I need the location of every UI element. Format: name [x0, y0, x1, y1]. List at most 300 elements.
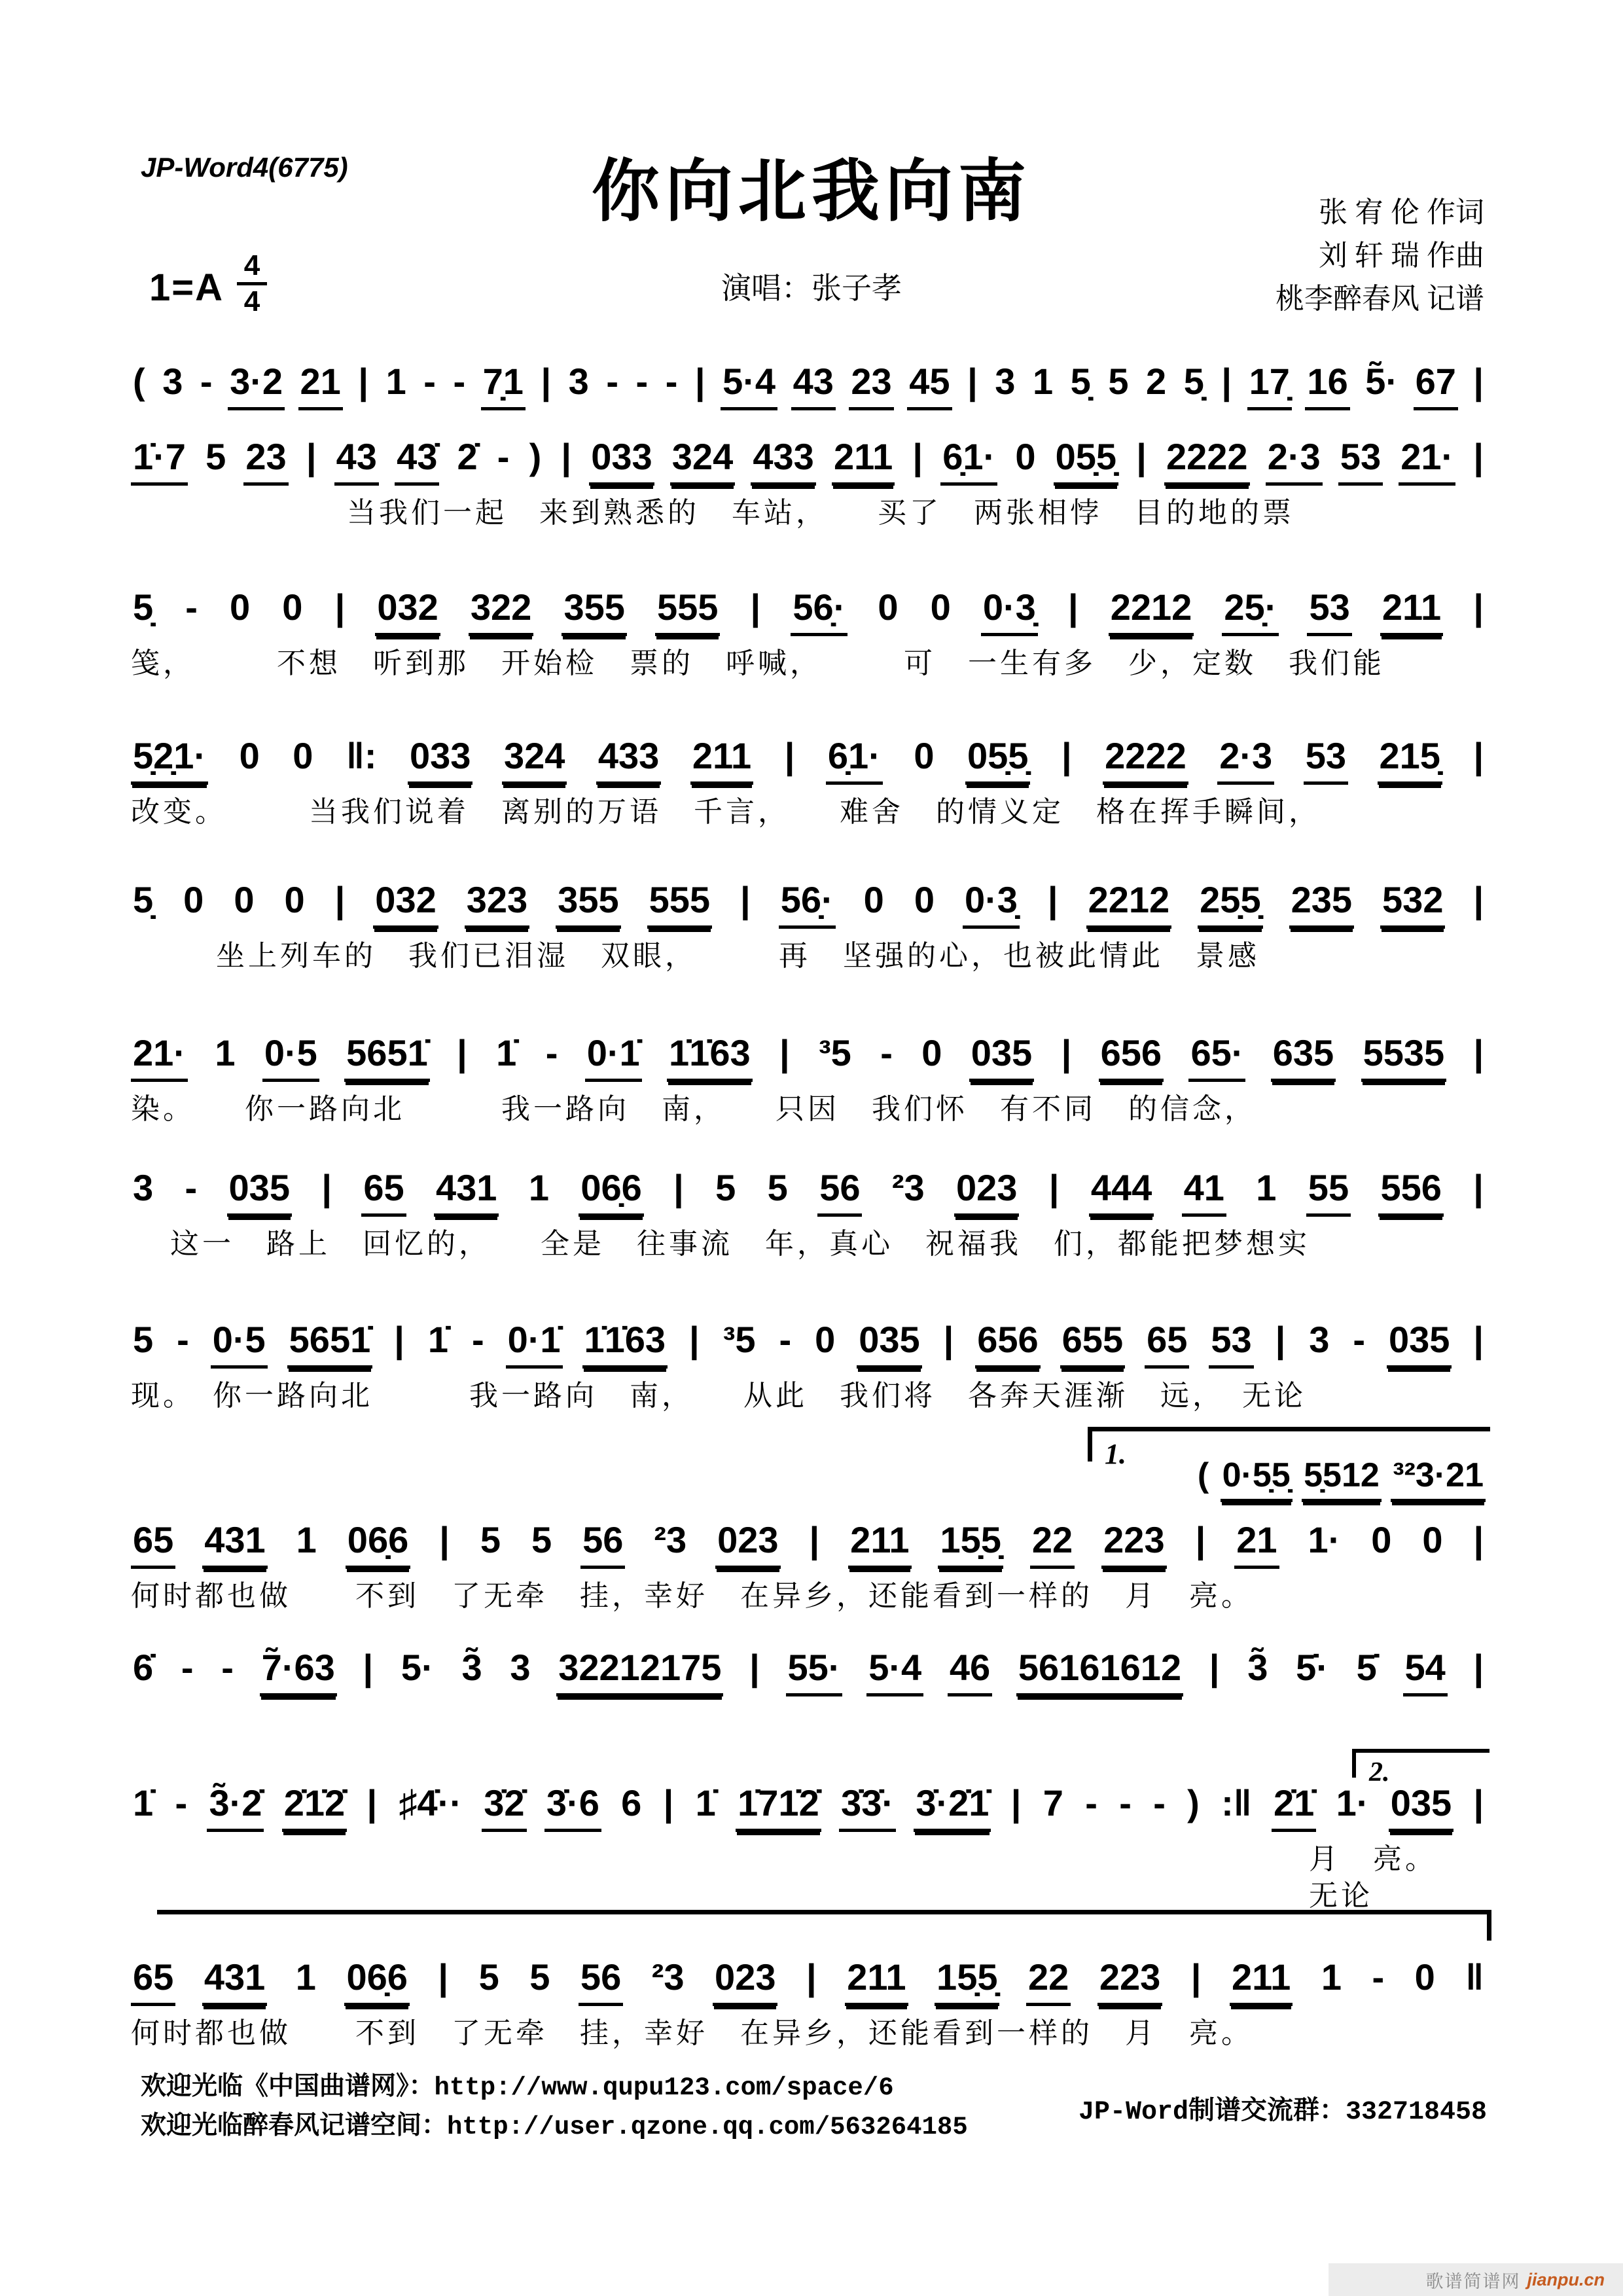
note-token: 2212	[1109, 584, 1194, 636]
note-token: -	[453, 361, 466, 402]
note-token: |	[1473, 1167, 1484, 1208]
software-label: JP-Word4(6775)	[141, 152, 348, 183]
note-token: -	[1153, 1782, 1166, 1823]
note-token: |	[1221, 361, 1232, 402]
note-token: 3̇·6	[544, 1780, 601, 1832]
note-token: 556	[1378, 1165, 1443, 1217]
note-token: 0	[1371, 1519, 1392, 1560]
note-token: 21·	[1399, 434, 1455, 486]
note-token: 555	[655, 584, 720, 636]
note-token: 2222	[1103, 733, 1188, 785]
note-token: 656	[1099, 1030, 1164, 1082]
note-token: 3	[510, 1647, 531, 1688]
note-token: 0·5	[262, 1030, 319, 1082]
note-token: 53	[1209, 1317, 1253, 1369]
note-token: 0·1̇	[585, 1030, 642, 1082]
note-token: 656	[975, 1317, 1040, 1369]
note-token: ²3	[654, 1519, 687, 1560]
note-token: 023	[954, 1165, 1019, 1217]
note-token: |	[541, 361, 552, 402]
note-token: ³5	[819, 1032, 851, 1073]
lyrics-line: 现。 你一路向北 我一路向 南， 从此 我们将 各奔天涯渐 远， 无论	[131, 1380, 1306, 1412]
lyrics-line: 何时都也做 不到 了无牵 挂，幸好 在异乡，还能看到一样的 月 亮。	[131, 1580, 1253, 1612]
note-token: 0	[878, 586, 899, 628]
watermark-site-name: 歌谱简谱网	[1425, 2271, 1521, 2291]
note-token: 5	[133, 1319, 154, 1360]
note-token: )	[529, 436, 542, 477]
note-token: -	[181, 1647, 194, 1688]
note-token: 56	[580, 1517, 625, 1569]
note-token: 6̇	[133, 1647, 154, 1688]
note-token: 0	[282, 586, 303, 628]
note-token: -	[497, 436, 510, 477]
note-token: |	[1010, 1782, 1022, 1823]
music-line	[131, 353, 1486, 410]
music-system	[131, 353, 1486, 410]
note-token: 1̇1̇63	[582, 1317, 668, 1369]
key-signature: 1=A	[149, 266, 224, 309]
note-token: 5̇	[1356, 1647, 1377, 1688]
note-token: 3̃	[461, 1647, 482, 1688]
note-token: |	[806, 1956, 817, 1998]
note-token: 6̣1·	[940, 434, 997, 486]
time-signature-denominator: 4	[243, 285, 260, 317]
note-token: |	[749, 1647, 760, 1688]
note-token: 444	[1089, 1165, 1154, 1217]
note-token: 55	[1306, 1165, 1351, 1217]
note-token: 0	[1414, 1956, 1435, 1998]
qzone-link: 欢迎光临醉春风记谱空间：http://user.qzone.qq.com/563264185	[141, 2113, 968, 2142]
note-token: 5535	[1361, 1030, 1447, 1082]
note-token: 3	[568, 361, 589, 402]
note-token: 433	[751, 434, 815, 486]
note-token: |	[943, 1319, 954, 1360]
note-token: 43	[791, 359, 836, 410]
note-token: -	[1372, 1956, 1385, 1998]
note-token: 1	[215, 1032, 236, 1073]
note-token: |	[809, 1519, 820, 1560]
note-token: 32212175	[556, 1645, 723, 1696]
note-token: ²3	[891, 1167, 925, 1208]
note-token: 3	[1309, 1319, 1330, 1360]
note-token: 3	[133, 1167, 154, 1208]
note-token: 5̣2̣1·	[131, 733, 208, 785]
music-line	[131, 1160, 1486, 1217]
note-token: |	[779, 1032, 790, 1073]
note-token: 0·1̇	[506, 1317, 563, 1369]
note-token: 5	[205, 436, 226, 477]
note-token: 5	[478, 1956, 499, 1998]
note-token: |	[1473, 1032, 1484, 1073]
note-token: 23	[243, 434, 288, 486]
note-token: 1	[1321, 1956, 1342, 1998]
note-token: 21	[298, 359, 343, 410]
note-token: |	[1275, 1319, 1286, 1360]
note-token: |	[694, 361, 705, 402]
music-system	[131, 1160, 1486, 1263]
note-token: |	[394, 1319, 404, 1360]
note-token: |	[1195, 1519, 1206, 1560]
note-token: 2222	[1164, 434, 1250, 486]
note-token: 1̇	[695, 1782, 716, 1823]
note-token: 1	[1256, 1167, 1277, 1208]
note-token: -	[665, 361, 678, 402]
note-token: -	[200, 361, 213, 402]
note-token: 5̣	[1070, 361, 1091, 402]
page-title: 你向北我向南	[591, 154, 1031, 230]
note-token: -	[1119, 1782, 1132, 1823]
note-token: 5651̇	[287, 1317, 373, 1369]
note-token: |	[1473, 361, 1484, 402]
music-system	[131, 1640, 1486, 1696]
note-token: 7	[1043, 1782, 1063, 1823]
note-token: 2·3	[1217, 733, 1274, 785]
note-token: 1·	[1336, 1782, 1369, 1823]
volta-1-label: 1.	[1105, 1438, 1126, 1470]
note-token: ³5	[722, 1319, 756, 1360]
note-token: 0	[914, 879, 935, 920]
note-token: 16	[1305, 359, 1349, 410]
note-token: 06̣6	[344, 1954, 409, 2006]
performer-label: 演唱：张子孝	[721, 272, 902, 305]
note-token: 033	[589, 434, 654, 486]
note-token: 1	[385, 361, 406, 402]
note-token: |	[1047, 879, 1058, 920]
note-token: 1̇	[427, 1319, 448, 1360]
note-token: 023	[715, 1517, 780, 1569]
note-token: 3	[995, 361, 1016, 402]
note-token: |	[438, 1956, 449, 1998]
note-token: -	[185, 1167, 198, 1208]
note-token: 5̣	[133, 586, 154, 628]
note-token: ‖	[1465, 1956, 1484, 1998]
music-system	[131, 872, 1486, 975]
music-system	[131, 728, 1486, 831]
note-token: -	[175, 1782, 188, 1823]
note-token: 1	[295, 1956, 316, 1998]
transcriber-credit: 桃李醉春风 记谱	[1275, 283, 1484, 315]
note-token: 5̣	[133, 879, 154, 920]
note-token: 2	[1146, 361, 1167, 402]
note-token: -	[185, 586, 198, 628]
note-token: 035	[1387, 1317, 1452, 1369]
note-token: (	[1197, 1456, 1209, 1494]
note-token: 25̣5̣	[1198, 877, 1262, 929]
note-token: |	[740, 879, 751, 920]
note-token: 15̣5̣	[938, 1517, 1003, 1569]
note-token: 7̃·63	[260, 1645, 337, 1696]
note-token: 032	[375, 584, 440, 636]
note-token: -	[779, 1319, 792, 1360]
volta-2-label: 2.	[1369, 1757, 1390, 1787]
note-token: 21	[1234, 1517, 1279, 1569]
note-token: 035	[969, 1030, 1034, 1082]
note-token: 5	[767, 1167, 788, 1208]
note-token: 54	[1403, 1645, 1448, 1696]
note-token: 035	[1389, 1780, 1454, 1832]
note-token: |	[663, 1782, 674, 1823]
note-token: 532	[1380, 877, 1445, 929]
note-token: 6̣1·	[826, 733, 883, 785]
note-token: 5	[1108, 361, 1129, 402]
music-system	[131, 429, 1486, 531]
note-token: 3̃·2̇	[207, 1780, 264, 1832]
note-token: 5	[529, 1956, 550, 1998]
note-token: |	[366, 1782, 378, 1823]
note-token: 1	[296, 1519, 317, 1560]
note-token: 56	[817, 1165, 862, 1217]
music-system	[131, 1512, 1486, 1615]
note-token: 0	[863, 879, 884, 920]
lyrics-line: 改变。 当我们说着 离别的万语 千言， 难舍 的情义定 格在挥手瞬间，	[131, 796, 1321, 828]
note-token: 65·	[1188, 1030, 1245, 1082]
note-token: 1̇71̇2̇	[736, 1780, 821, 1832]
music-line	[131, 1512, 1486, 1569]
note-token: |	[321, 1167, 332, 1208]
note-token: 3̃	[1247, 1647, 1268, 1688]
note-token: 65	[361, 1165, 406, 1217]
note-token: |	[1473, 1319, 1484, 1360]
note-token: -	[880, 1032, 893, 1073]
qq-group-label: JP-Word制谱交流群：332718458	[1078, 2098, 1487, 2127]
note-token: 06̣6	[346, 1517, 410, 1569]
note-token: 3·2	[228, 359, 285, 410]
music-line	[131, 1775, 1486, 1832]
note-token: |	[1473, 1519, 1484, 1560]
music-line	[131, 872, 1486, 929]
note-token: 5·4	[866, 1645, 923, 1696]
note-token: 032	[373, 877, 438, 929]
note-token: 211	[690, 733, 753, 785]
music-line	[131, 1312, 1486, 1369]
note-token: 5	[715, 1167, 736, 1208]
note-token: 3̇3̇·	[839, 1780, 896, 1832]
note-token: 05̣5̣	[965, 733, 1030, 785]
note-token: 215̣	[1378, 733, 1442, 785]
note-token: 3̇2̇	[482, 1780, 526, 1832]
note-token: 211	[1230, 1954, 1293, 2006]
music-system	[131, 1312, 1486, 1414]
note-token: |	[1473, 1782, 1484, 1823]
note-token: 0	[930, 586, 951, 628]
lyricist-credit: 张 宥 伦 作词	[1319, 196, 1484, 228]
site-watermark	[1329, 2263, 1623, 2296]
note-token: -	[1353, 1319, 1366, 1360]
note-token: ²3	[651, 1956, 685, 1998]
note-token: 635	[1271, 1030, 1336, 1082]
note-token: 324	[502, 733, 567, 785]
note-token: 45	[907, 359, 952, 410]
note-token: -	[177, 1319, 189, 1360]
note-token: 5	[531, 1519, 552, 1560]
note-token: -	[635, 361, 649, 402]
note-token: 06̣6	[579, 1165, 643, 1217]
note-token: -	[471, 1319, 484, 1360]
note-token: 56	[579, 1954, 623, 2006]
note-token: 2̇	[457, 436, 478, 477]
note-token: |	[363, 1647, 374, 1688]
note-token: 0·3̣	[963, 877, 1020, 929]
note-token: 1̇·7	[131, 434, 188, 486]
note-token: 035	[227, 1165, 292, 1217]
note-token: 2̇1̇	[1272, 1780, 1316, 1832]
note-token: -	[545, 1032, 558, 1073]
lyrics-line: 坐上列车的 我们已泪湿 双眼， 再 坚强的心，也被此情此 景感	[216, 940, 1260, 972]
note-token: 2̇1̇2̇	[282, 1780, 347, 1832]
note-token: |	[912, 436, 923, 477]
note-token: (	[133, 361, 145, 402]
note-token: |	[334, 586, 346, 628]
note-token: ³²3·21	[1391, 1454, 1486, 1502]
note-token: 0	[234, 879, 255, 920]
note-token: 0	[284, 879, 305, 920]
note-token: -	[606, 361, 618, 402]
music-line	[131, 1640, 1486, 1696]
footer-links	[141, 2068, 968, 2147]
note-token: 5·4	[721, 359, 777, 410]
note-token: 0·5̣5̣	[1221, 1454, 1293, 1502]
note-token: 433	[596, 733, 661, 785]
lyrics-line: 月 亮。 无论	[1309, 1843, 1455, 1912]
lyrics-line: 染。 你一路向北 我一路向 南， 只因 我们怀 有不同 的信念，	[131, 1093, 1257, 1125]
music-line	[131, 579, 1486, 636]
note-token: |	[1190, 1956, 1202, 1998]
note-token: 1̇	[133, 1782, 154, 1823]
music-line	[131, 1949, 1486, 2006]
note-token: |	[1473, 735, 1484, 776]
note-token: 5̃·	[1365, 361, 1399, 402]
music-system	[131, 579, 1486, 682]
note-token: 23	[849, 359, 893, 410]
note-token: 211	[848, 1517, 911, 1569]
note-token: 5̇·	[1296, 1647, 1329, 1688]
music-line	[131, 728, 1486, 785]
note-token: |	[967, 361, 978, 402]
note-token: 0	[230, 586, 251, 628]
note-token: 355	[562, 584, 626, 636]
note-token: 22	[1026, 1954, 1071, 2006]
note-token: 1	[528, 1167, 549, 1208]
note-token: 0	[914, 735, 935, 776]
note-token: 0·5	[211, 1317, 268, 1369]
note-token: 0	[1422, 1519, 1443, 1560]
note-token: 033	[408, 733, 473, 785]
note-token: |	[1048, 1167, 1060, 1208]
note-token: 555	[647, 877, 712, 929]
note-token: 56161612	[1016, 1645, 1183, 1696]
note-token: 56̣·	[791, 584, 847, 636]
note-token: 7̣1	[481, 359, 526, 410]
note-token: 211	[1380, 584, 1443, 636]
note-token: |	[689, 1319, 700, 1360]
note-token: 22	[1030, 1517, 1075, 1569]
note-token: |	[1473, 436, 1484, 477]
note-token: 0·3̣	[981, 584, 1038, 636]
lyrics-line: 笺， 不想 听到那 开始检 票的 呼喊， 可 一生有多 少，定数 我们能	[131, 647, 1385, 679]
note-token: 223	[1097, 1954, 1162, 2006]
note-token: 53	[1338, 434, 1383, 486]
note-token: 211	[832, 434, 895, 486]
note-token: 323	[465, 877, 529, 929]
note-token: 5̣512	[1302, 1454, 1382, 1502]
note-token: 655	[1060, 1317, 1125, 1369]
note-token: 431	[202, 1517, 267, 1569]
volta-2-extension-line	[157, 1910, 1491, 1941]
note-token: 324	[670, 434, 735, 486]
note-token: 43	[334, 434, 379, 486]
note-token: 0	[815, 1319, 836, 1360]
note-token: 035	[857, 1317, 921, 1369]
note-token: 5	[480, 1519, 501, 1560]
note-token: 5̣	[1183, 361, 1204, 402]
note-token: 5·	[401, 1647, 434, 1688]
note-token: 5651̇	[344, 1030, 430, 1082]
note-token: 53	[1304, 733, 1348, 785]
note-token: -	[221, 1647, 234, 1688]
music-line	[131, 1025, 1486, 1082]
note-token: 1·	[1308, 1519, 1341, 1560]
note-token: 65	[131, 1954, 175, 2006]
music-system	[131, 1949, 1486, 2052]
note-token: 3	[162, 361, 183, 402]
note-token: 1̇1̇63	[667, 1030, 753, 1082]
note-token: )	[1187, 1782, 1200, 1823]
note-token: 67	[1414, 359, 1458, 410]
note-token: |	[439, 1519, 450, 1560]
lyrics-line: 这一 路上 回忆的， 全是 往事流 年，真心 祝福我 们，都能把梦想实	[170, 1228, 1310, 1260]
music-system	[131, 1775, 1486, 1914]
note-token: |	[1061, 1032, 1072, 1073]
lyrics-line: 当我们一起 来到熟悉的 车站， 买了 两张相悖 目的地的票	[347, 497, 1294, 529]
note-token: 0	[921, 1032, 942, 1073]
note-token: ♯4̇··	[399, 1782, 462, 1823]
note-token: 53	[1307, 584, 1351, 636]
music-system	[131, 1025, 1486, 1128]
note-token: 2·3	[1266, 434, 1323, 486]
note-token: 431	[202, 1954, 267, 2006]
note-token: 21·	[131, 1030, 188, 1082]
time-signature-numerator: 4	[243, 249, 260, 281]
volta-1-pickup-notes	[1014, 1454, 1486, 1502]
note-token: 41	[1182, 1165, 1226, 1217]
note-token: |	[1473, 586, 1484, 628]
note-token: |	[784, 735, 795, 776]
note-token: 0	[239, 735, 260, 776]
note-token: 65	[131, 1517, 175, 1569]
note-token: 2212	[1086, 877, 1172, 929]
note-token: |	[750, 586, 761, 628]
note-token: 1	[1032, 361, 1054, 402]
note-token: |	[1473, 1647, 1484, 1688]
composer-credit: 刘 轩 瑞 作曲	[1319, 240, 1484, 272]
note-token: 17̣	[1247, 359, 1292, 410]
note-token: 15̣5̣	[935, 1954, 999, 2006]
note-token: |	[1136, 436, 1147, 477]
note-token: |	[306, 436, 317, 477]
note-token: 211	[845, 1954, 908, 2006]
note-token: 43̇	[395, 434, 439, 486]
note-token: 25̣·	[1222, 584, 1279, 636]
note-token: 0	[183, 879, 204, 920]
note-token: 05̣5̣	[1054, 434, 1118, 486]
note-token: 322	[469, 584, 533, 636]
watermark-brand: jianpu.cn	[1527, 2269, 1605, 2289]
music-line	[131, 429, 1486, 486]
note-token: |	[1473, 879, 1484, 920]
note-token: 0	[1015, 436, 1036, 477]
note-token: 0	[293, 735, 313, 776]
note-token: 6	[621, 1782, 642, 1823]
